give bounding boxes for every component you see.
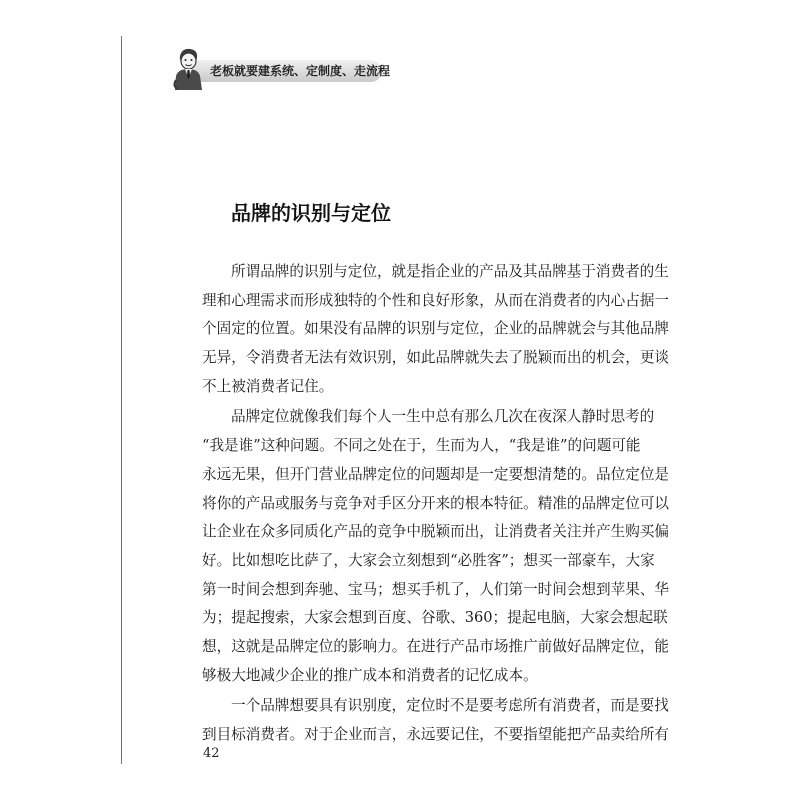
book-spine-line: [121, 36, 122, 764]
text-line: 将你的产品或服务与竞争对手区分开来的根本特征。精准的品牌定位可以: [202, 494, 670, 512]
section-title: 品牌的识别与定位: [231, 201, 391, 225]
text-line: 让企业在众多同质化产品的竞争中脱颖而出，让消费者关注并产生购买偏: [202, 523, 670, 541]
page-number: 42: [203, 746, 220, 761]
text-line: 品牌定位就像我们每个人一生中总有那么几次在夜深人静时思考的: [231, 408, 655, 426]
text-line: “我是谁”这种问题。不同之处在于，生而为人，“我是谁”的问题可能: [202, 437, 641, 455]
text-line: 想，这就是品牌定位的影响力。在进行产品市场推广前做好品牌定位，能: [202, 637, 670, 655]
text-line: 无异，令消费者无法有效识别，如此品牌就失去了脱颖而出的机会，更谈: [202, 349, 670, 367]
text-line: 不上被消费者记住。: [202, 377, 334, 395]
text-line: 一个品牌想要具有识别度，定位时不是要考虑所有消费者，而是要找: [231, 697, 669, 715]
businessman-mascot-icon: [170, 46, 206, 92]
text-line: 所谓品牌的识别与定位，就是指企业的产品及其品牌基于消费者的生: [231, 263, 669, 280]
text-line: 个固定的位置。如果没有品牌的识别与定位，企业的品牌就会与其他品牌: [202, 320, 670, 338]
text-line: 理和心理需求而形成独特的个性和良好形象，从而在消费者的内心占据一: [202, 291, 670, 309]
text-line: 到目标消费者。对于企业而言，永远要记住，不要指望能把产品卖给所有: [202, 726, 670, 743]
text-line: 好。比如想吃比萨了，大家会立刻想到“必胜客”；想买一部豪车，大家: [202, 551, 655, 569]
body-text: [202, 258, 670, 750]
running-header: [170, 46, 391, 92]
text-line: 第一时间会想到奔驰、宝马；想买手机了，人们第一时间会想到苹果、华: [202, 580, 670, 598]
text-line: 为；提起搜索，大家会想到百度、谷歌、360；提起电脑，大家会想起联: [202, 609, 668, 627]
text-line: 永远无果，但开门营业品牌定位的问题却是一定要想清楚的。品位定位是: [202, 465, 670, 483]
header-title: 老板就要建系统、定制度、走流程: [210, 64, 391, 78]
text-line: 够极大地减少企业的推广成本和消费者的记忆成本。: [202, 666, 538, 684]
